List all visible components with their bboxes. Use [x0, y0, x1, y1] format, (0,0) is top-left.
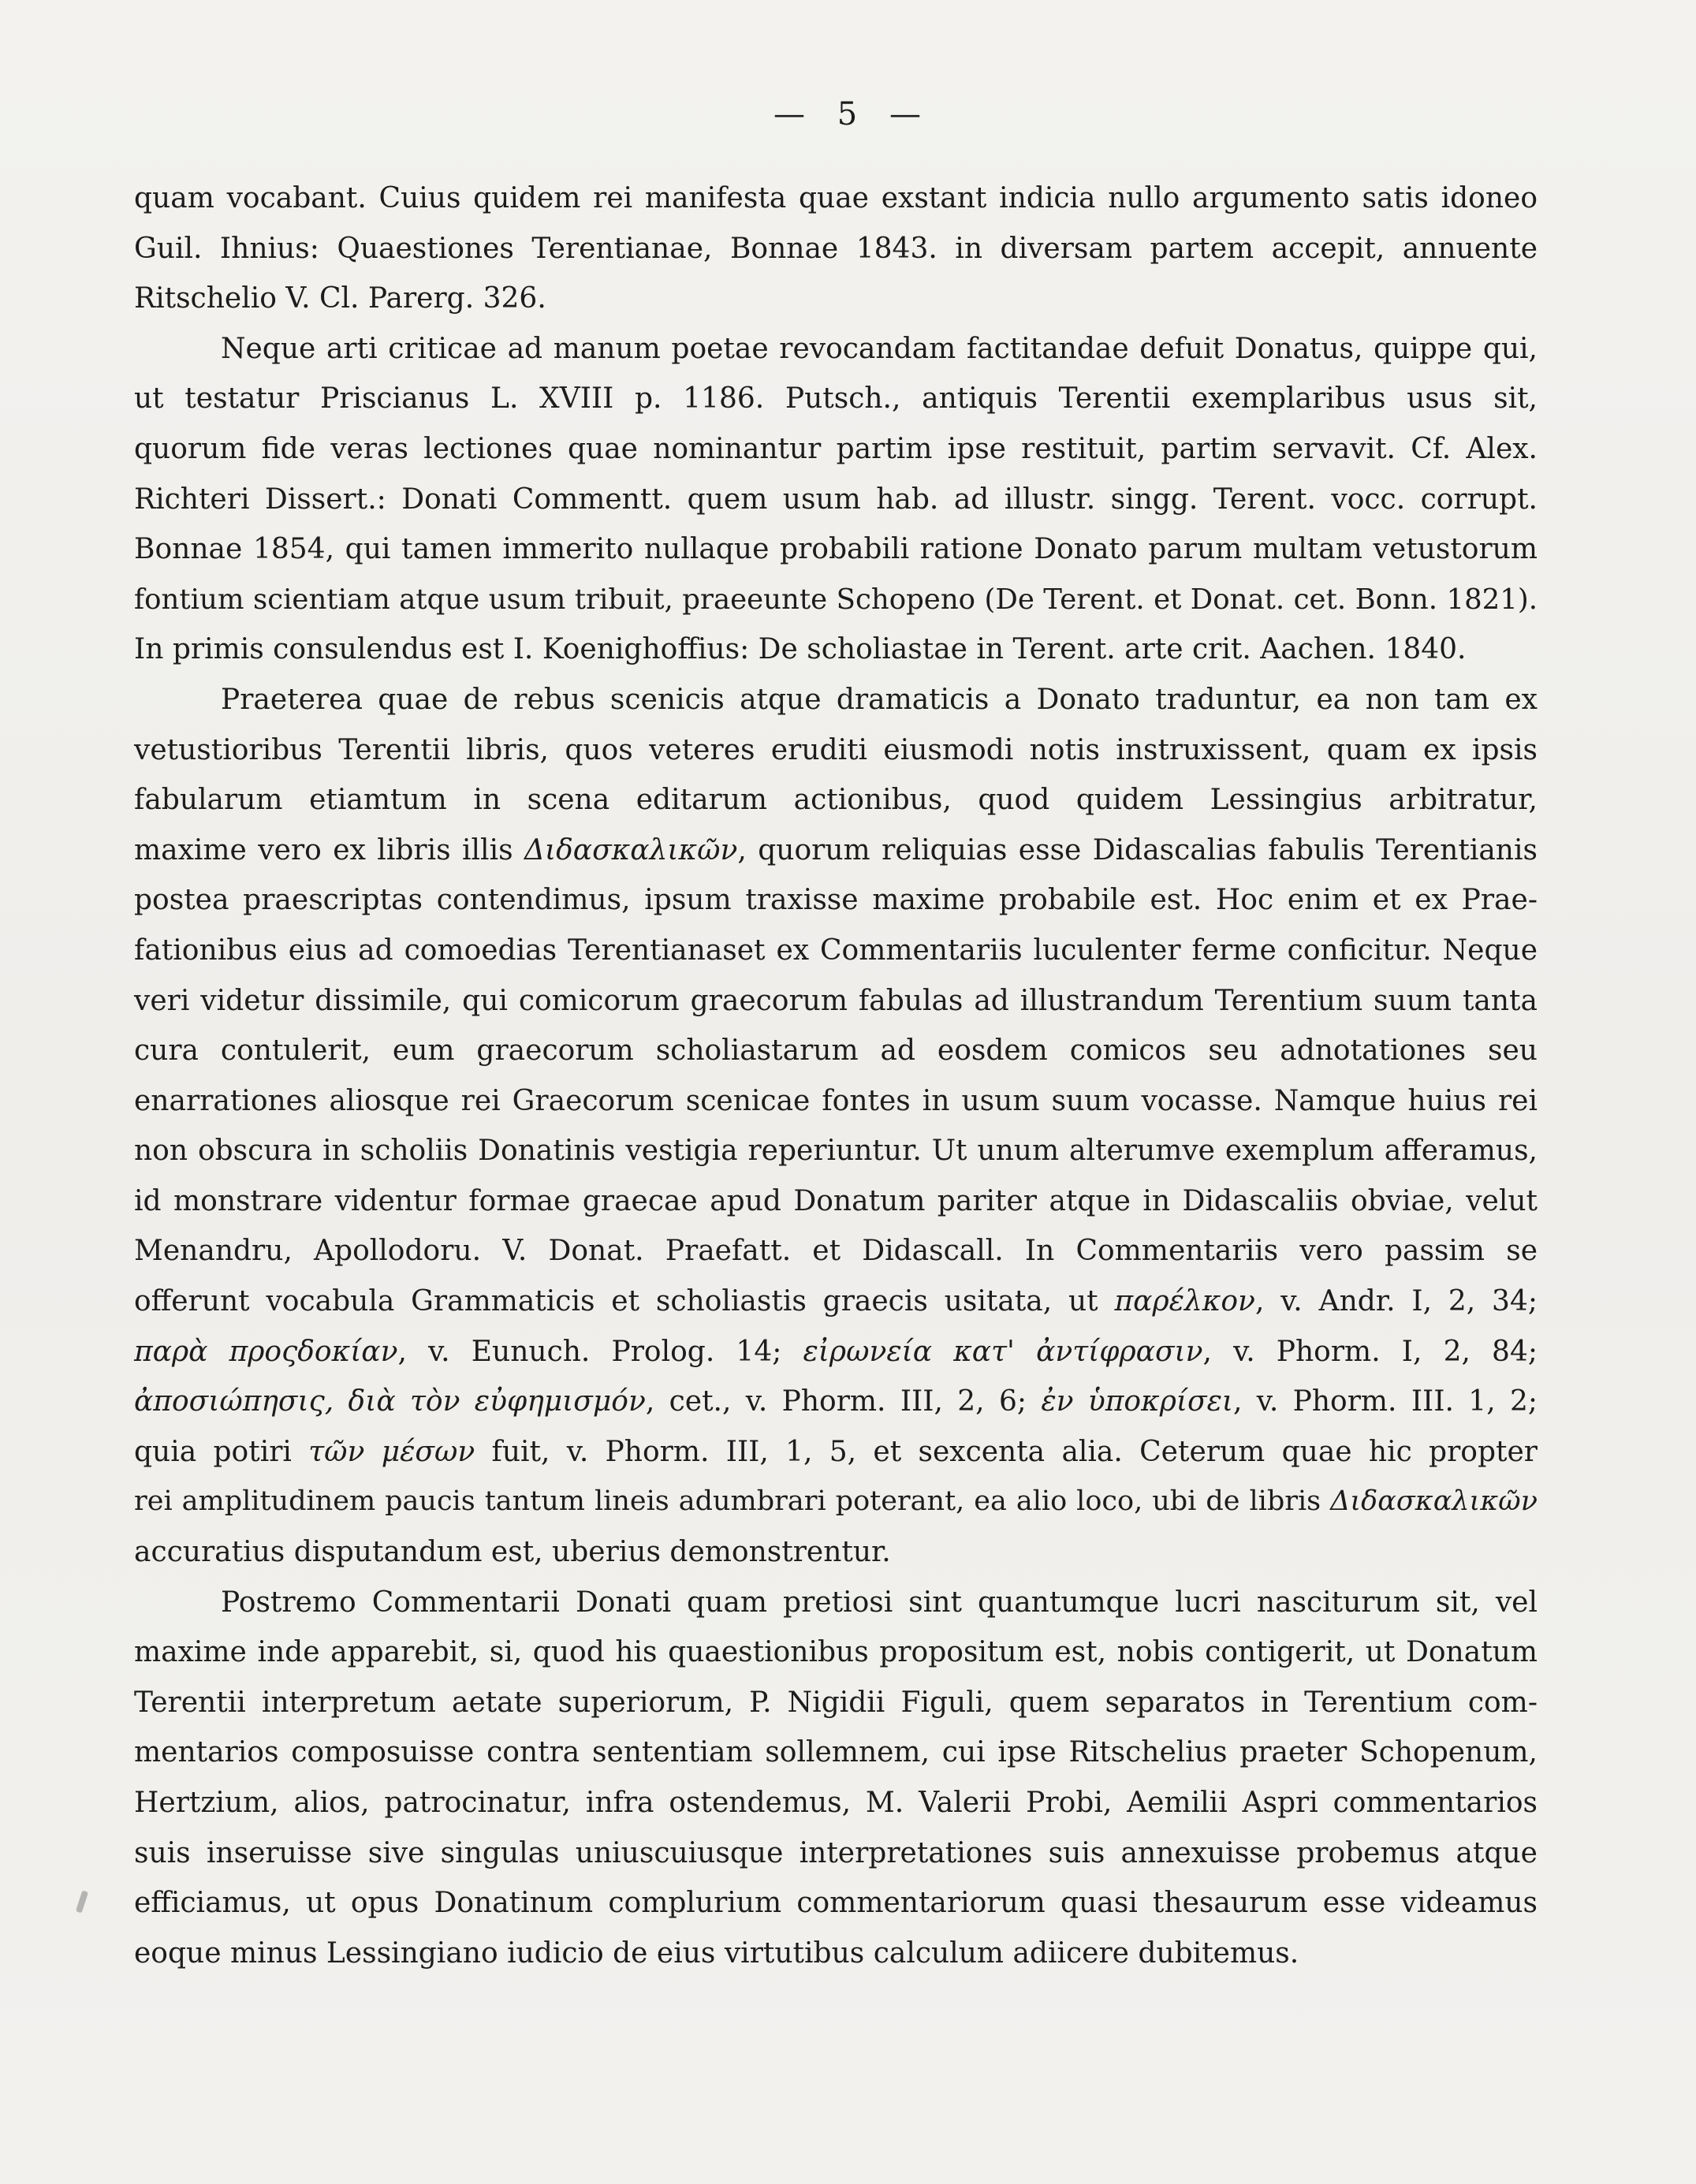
text-segment: , cet., v. Phorm. III, 2, 6; — [645, 1385, 1042, 1418]
text-segment: efficiamus, ut opus Donatinum complurium commentariorum quasi thesaurum esse videamus — [134, 1887, 1538, 1920]
text-segment: fontium scientiam atque usum tribuit, praeeunte Schopeno (De Terent. et Donat. cet. Bonn. 1821). — [134, 583, 1538, 616]
text-segment: , v. Eunuch. Prolog. 14; — [397, 1335, 803, 1368]
text-segment: veri videtur dissimile, qui comicorum graecorum fabulas ad illustrandum Terentium suum tanta — [134, 984, 1538, 1017]
text-line — [134, 1126, 1538, 1176]
text-line — [134, 1828, 1538, 1879]
text-segment: Ritschelio V. Cl. Parerg. 326. — [134, 282, 546, 315]
text-line — [134, 725, 1538, 776]
text-line — [134, 1427, 1538, 1478]
text-segment: suis inseruisse sive singulas uniuscuiusque interpretationes suis annexuisse probemus atque — [134, 1836, 1538, 1869]
text-line — [134, 475, 1538, 525]
text-line — [134, 374, 1538, 424]
text-segment: Bonnae 1854, qui tamen immerito nullaque probabili ratione Donato parum multam vetustorum — [134, 533, 1538, 566]
text-line — [134, 274, 1538, 324]
text-segment: fabularum etiamtum in scena editarum actionibus, quod quidem Lessingius arbitratur, — [134, 784, 1538, 817]
text-segment: eoque minus Lessingiano iudicio de eius virtutibus calculum adiicere dubitemus. — [134, 1936, 1299, 1970]
text-line — [134, 1327, 1538, 1377]
text-line — [134, 976, 1538, 1027]
text-segment: id monstrare videntur formae graecae apud Donatum pariter atque in Didascaliis obviae, velut — [134, 1184, 1538, 1217]
greek-term: εἰρωνεία κατ' ἀντίφρασιν — [803, 1335, 1203, 1368]
text-line — [134, 624, 1538, 675]
text-segment: rei amplitudinem paucis tantum lineis adumbrari poterant, ea alio loco, ubi de libris — [134, 1485, 1331, 1518]
text-line — [134, 675, 1538, 725]
text-line — [134, 575, 1538, 625]
page-number — [0, 96, 1696, 132]
text-line — [134, 424, 1538, 475]
text-line — [134, 1026, 1538, 1076]
text-line — [134, 1477, 1538, 1527]
text-segment: , v. Phorm. I, 2, 84; — [1202, 1335, 1538, 1368]
text-line — [134, 1176, 1538, 1227]
text-segment: Menandru, Apollodoru. V. Donat. Praefatt. et Didascall. In Commentariis vero passim se — [134, 1235, 1538, 1268]
text-line — [134, 224, 1538, 274]
body-text — [134, 173, 1538, 1978]
greek-term: παρὰ προςδοκίαν — [134, 1335, 398, 1368]
text-segment: mentarios composuisse contra sententiam sollemnem, cui ipse Ritschelius praeter Schopenum, — [134, 1736, 1538, 1769]
text-segment: accuratius disputandum est, uberius demonstrentur. — [134, 1536, 891, 1569]
page-number-left-dash: — — [773, 96, 807, 132]
text-segment: Neque arti criticae ad manum poetae revocandam factitandae defuit Donatus, quippe qui, — [221, 332, 1538, 365]
greek-term: ἐν ὑποκρίσει — [1041, 1385, 1233, 1418]
text-line — [134, 1727, 1538, 1778]
text-line — [134, 826, 1538, 876]
text-line — [134, 173, 1538, 224]
text-segment: fationibus eius ad comoedias Terentianaset ex Commentariis luculenter ferme conficitur. Neque — [134, 934, 1538, 967]
greek-term: Διδασκαλικῶν — [524, 833, 738, 867]
text-segment: enarrationes aliosque rei Graecorum scenicae fontes in usum suum vocasse. Namque huius rei — [134, 1084, 1538, 1117]
text-line — [134, 1878, 1538, 1929]
text-segment: offerunt vocabula Grammaticis et scholiastis graecis usitata, ut — [134, 1285, 1115, 1318]
text-line — [134, 1076, 1538, 1127]
page-number-value: 5 — [837, 96, 859, 132]
text-line — [134, 1578, 1538, 1628]
text-segment: Hertzium, alios, patrocinatur, infra ostendemus, M. Valerii Probi, Aemilii Aspri commentarios — [134, 1787, 1538, 1819]
text-segment: , quorum reliquias esse Didascalias fabulis Terentianis — [737, 833, 1538, 867]
text-segment: quam vocabant. Cuius quidem rei manifesta quae exstant indicia nullo argumento satis idoneo — [134, 182, 1538, 214]
text-segment: quorum fide veras lectiones quae nominantur partim ipse restituit, partim servavit. Cf. Alex. — [134, 432, 1538, 465]
text-line — [134, 524, 1538, 575]
text-segment: maxime inde apparebit, si, quod his quaestionibus propositum est, nobis contigerit, ut Donatum — [134, 1636, 1538, 1669]
text-segment: Terentii interpretum aetate superiorum, P. Nigidii Figuli, quem separatos in Terentium com- — [134, 1686, 1538, 1719]
text-line — [134, 1929, 1538, 1979]
text-segment: Postremo Commentarii Donati quam pretiosi sint quantumque lucri nasciturum sit, vel — [221, 1586, 1538, 1619]
greek-term: τῶν μέσων — [308, 1435, 475, 1468]
text-line — [134, 1678, 1538, 1728]
text-line — [134, 1377, 1538, 1427]
text-line — [134, 875, 1538, 926]
margin-ink-mark — [76, 1890, 88, 1913]
text-line — [134, 324, 1538, 375]
text-segment: fuit, v. Phorm. III, 1, 5, et sexcenta alia. Ceterum quae hic propter — [475, 1435, 1538, 1468]
text-segment: , v. Phorm. III. 1, 2; — [1233, 1385, 1538, 1418]
text-line — [134, 1226, 1538, 1276]
text-segment: maxime vero ex libris illis — [134, 833, 524, 867]
page-number-right-dash: — — [889, 96, 923, 132]
text-segment: Guil. Ihnius: Quaestiones Terentianae, Bonnae 1843. in diversam partem accepit, annuente — [134, 232, 1538, 265]
text-line — [134, 926, 1538, 976]
text-segment: Praeterea quae de rebus scenicis atque dramaticis a Donato traduntur, ea non tam ex — [221, 683, 1538, 716]
text-segment: quia potiri — [134, 1435, 309, 1468]
text-segment: non obscura in scholiis Donatinis vestigia reperiuntur. Ut unum alterumve exemplum afferamus, — [134, 1135, 1538, 1168]
text-line — [134, 1627, 1538, 1678]
text-segment: In primis consulendus est I. Koenighoffius: De scholiastae in Terent. arte crit. Aachen. 1840. — [134, 633, 1467, 666]
text-line — [134, 1527, 1538, 1578]
text-line — [134, 775, 1538, 826]
greek-term: ἀποσιώπησις, διὰ τὸν εὐφημισμόν — [134, 1385, 646, 1418]
text-segment: postea praescriptas contendimus, ipsum traxisse maxime probabile est. Hoc enim et ex Prae- — [134, 884, 1538, 917]
greek-term: παρέλκον — [1114, 1285, 1255, 1318]
text-line — [134, 1276, 1538, 1327]
text-segment: , v. Andr. I, 2, 34; — [1254, 1285, 1538, 1318]
text-segment: Richteri Dissert.: Donati Commentt. quem usum hab. ad illustr. singg. Terent. vocc. corrupt. — [134, 483, 1538, 516]
text-segment: ut testatur Priscianus L. XVIII p. 1186. Putsch., antiquis Terentii exemplaribus usus sit, — [134, 382, 1538, 416]
text-segment: vetustioribus Terentii libris, quos veteres eruditi eiusmodi notis instruxissent, quam ex ipsis — [134, 733, 1538, 766]
text-segment: cura contulerit, eum graecorum scholiastarum ad eosdem comicos seu adnotationes seu — [134, 1034, 1538, 1068]
greek-term: Διδασκαλικῶν — [1330, 1485, 1538, 1518]
text-line — [134, 1778, 1538, 1828]
